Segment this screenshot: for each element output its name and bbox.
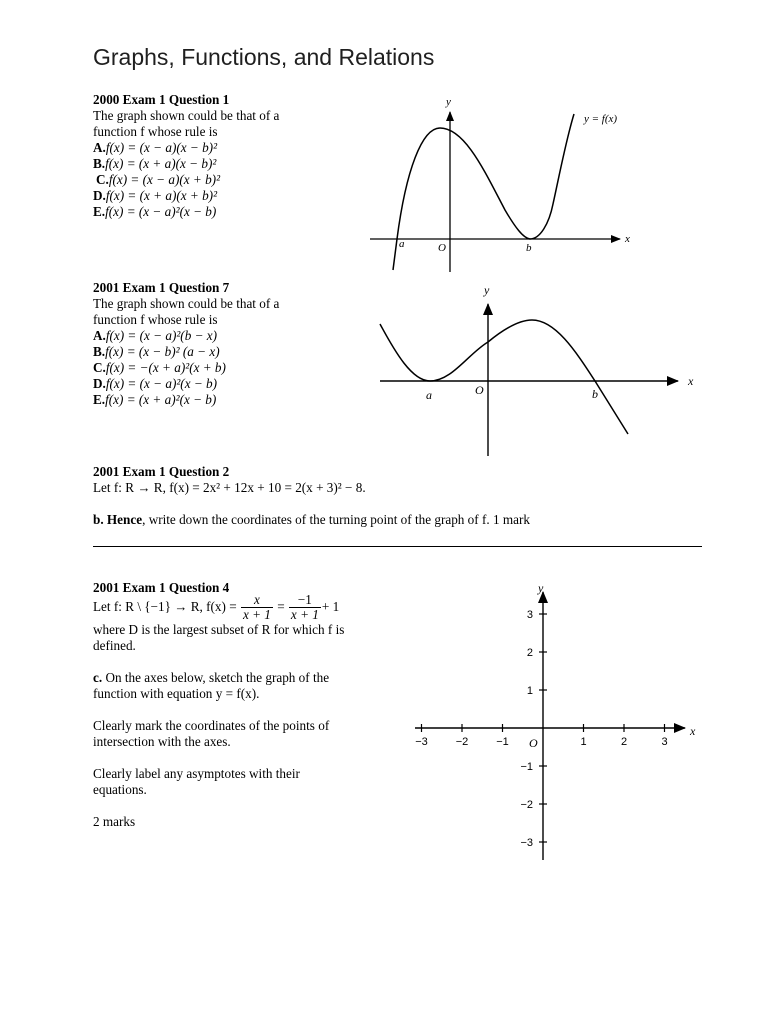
question-2-option-c: C.f(x) = −(x + a)²(x + b) <box>93 360 226 375</box>
x-tick-label: −1 <box>496 736 509 748</box>
point-a-label: a <box>399 238 405 250</box>
y-axis-label: y <box>538 581 544 595</box>
question-1-heading: 2000 Exam 1 Question 1 <box>93 92 230 107</box>
question-4-stem: Let f: R \ {−1} → R, f(x) = $\frac{x}{x + 1}$ = $\frac{-1}{x + 1}$ + 1 <box>93 592 340 623</box>
x-tick-label: 2 <box>620 736 628 748</box>
question-4-heading: 2001 Exam 1 Question 4 <box>93 580 230 595</box>
question-4-axes <box>405 580 705 865</box>
question-2-option-b: B.f(x) = (x − b)² (a − x) <box>93 344 220 359</box>
y-tick-label: 2 <box>526 647 533 659</box>
y-tick-label: 1 <box>526 685 533 697</box>
y-tick-label: −1 <box>520 761 533 773</box>
question-4-part-c-line-1: c. On the axes below, sketch the graph of the <box>93 670 330 685</box>
question-1-option-d: D.f(x) = (x + a)(x + b)² <box>93 188 218 203</box>
question-1-prompt-line-2: function f whose rule is <box>93 124 218 139</box>
x-tick-label: 1 <box>580 736 587 748</box>
answer-line <box>93 546 702 547</box>
question-1-option-e: E.f(x) = (x − a)²(x − b) <box>93 204 217 219</box>
y-axis-label: y <box>484 283 490 297</box>
question-3-heading: 2001 Exam 1 Question 2 <box>93 464 230 479</box>
point-a-label: a <box>426 388 432 402</box>
question-3-stem: Let f: R → R, f(x) = 2x² + 12x + 10 = 2(x + 3)² − 8. <box>93 480 366 495</box>
question-4-instruction-2a: Clearly label any asymptotes with their <box>93 766 300 781</box>
question-1-text <box>93 92 279 220</box>
question-4-marks: 2 marks <box>93 814 136 829</box>
origin-label: O <box>438 242 446 254</box>
question-2-option-a: A.f(x) = (x − a)²(b − x) <box>93 328 218 343</box>
question-4-domain-line-1: where D is the largest subset of R for which f is <box>93 622 345 637</box>
question-4-instruction-1b: intersection with the axes. <box>93 734 231 749</box>
question-2-prompt-line-1: The graph shown could be that of a <box>93 296 280 311</box>
question-2-graph <box>370 280 700 460</box>
question-4-instruction-2b: equations. <box>93 782 147 797</box>
cubic-curve <box>380 320 628 434</box>
x-tick-label: 3 <box>661 736 668 748</box>
question-4-part-c-line-2: function with equation y = f(x). <box>93 686 260 701</box>
origin-label: O <box>475 383 484 397</box>
page-title: Graphs, Functions, and Relations <box>93 44 435 70</box>
y-tick-label: −3 <box>520 837 533 849</box>
question-1-graph <box>360 92 650 274</box>
question-2-option-e: E.f(x) = (x + a)²(x − b) <box>93 392 217 407</box>
question-1-prompt-line-1: The graph shown could be that of a <box>93 108 280 123</box>
x-axis-label: x <box>688 374 694 388</box>
question-2-heading: 2001 Exam 1 Question 7 <box>93 280 230 295</box>
x-axis-label: x <box>625 233 630 245</box>
question-1-option-c: C.f(x) = (x − a)(x + b)² <box>96 172 221 187</box>
curve-label: y = f(x) <box>584 113 618 125</box>
point-b-label: b <box>592 387 598 401</box>
question-4-domain-line-2: defined. <box>93 638 136 653</box>
question-3-part-b: b. Hence, write down the coordinates of the turning point of the graph of f. 1 mark <box>93 512 530 527</box>
origin-label: O <box>529 736 538 750</box>
question-4-text <box>93 580 344 830</box>
question-2-text <box>93 280 279 408</box>
question-4-instruction-1a: Clearly mark the coordinates of the points of <box>93 718 330 733</box>
point-b-label: b <box>526 242 532 254</box>
question-2-prompt-line-2: function f whose rule is <box>93 312 218 327</box>
y-tick-label: −2 <box>520 799 533 811</box>
question-1-option-a: A.f(x) = (x − a)(x − b)² <box>93 140 218 155</box>
y-tick-label: 3 <box>526 609 533 621</box>
x-tick-label: −2 <box>455 736 469 748</box>
question-1-option-b: B.f(x) = (x + a)(x − b)² <box>93 156 217 171</box>
x-tick-label: −3 <box>415 736 428 748</box>
question-3-text <box>93 464 530 528</box>
x-axis-label: x <box>690 724 696 738</box>
cubic-curve <box>393 114 574 270</box>
y-axis-label: y <box>446 96 451 108</box>
question-2-option-d: D.f(x) = (x − a)²(x − b) <box>93 376 218 391</box>
